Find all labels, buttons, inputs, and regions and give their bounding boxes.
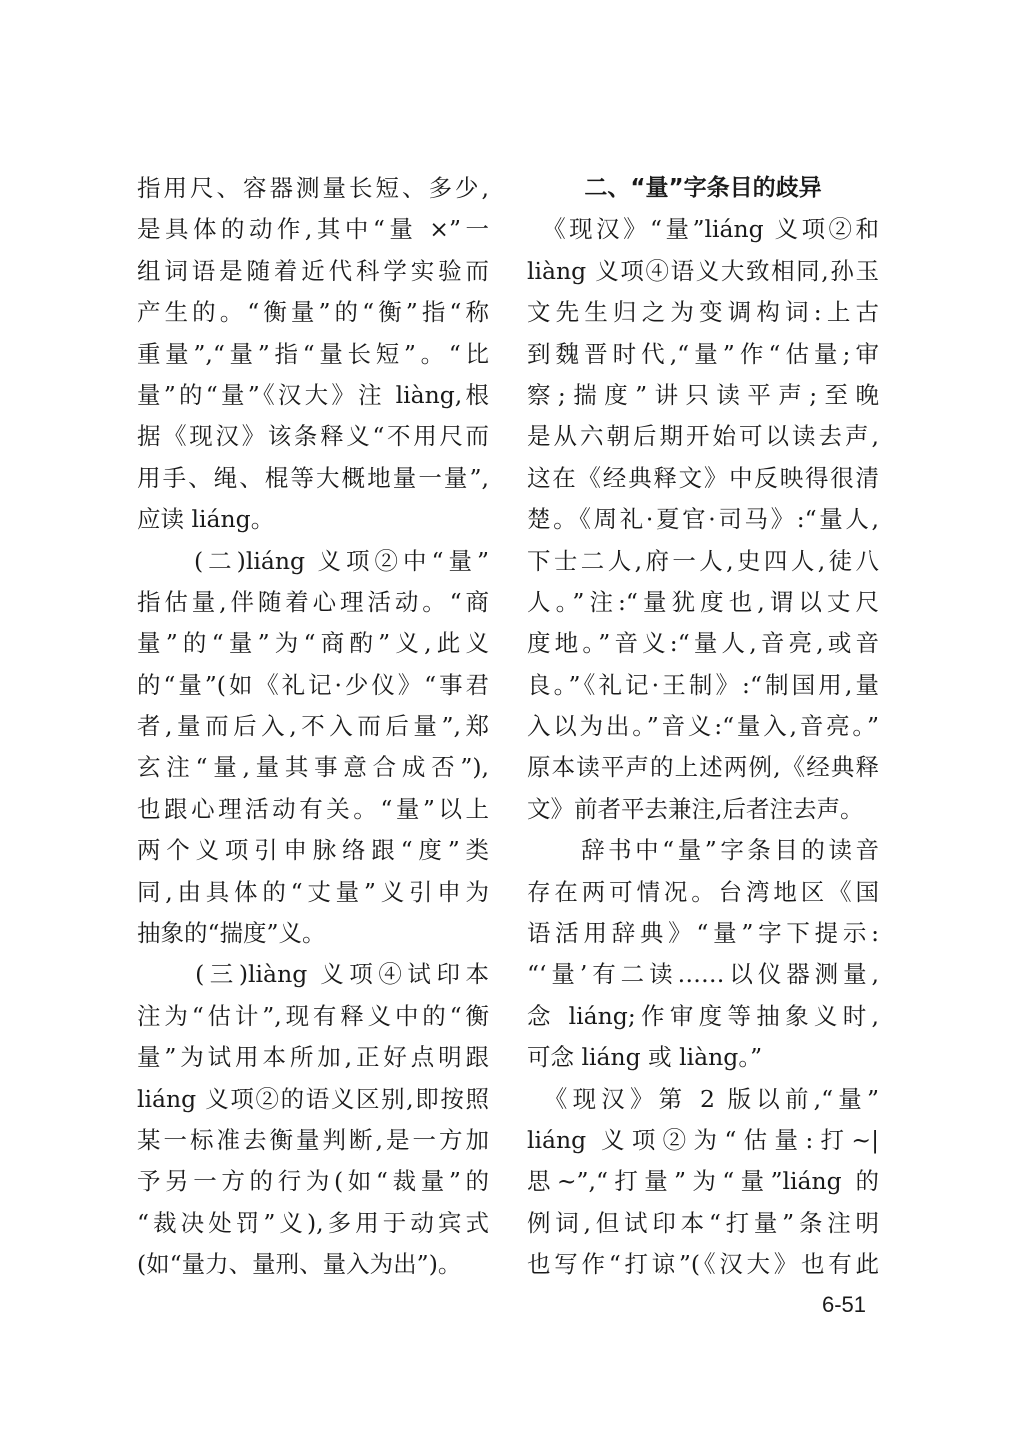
text-line: 可念 liáng 或 liàng。”: [527, 1043, 763, 1072]
text-line: 入以为出。”音义:“量入,音亮。”: [527, 712, 879, 741]
text-line: 应读 liáng。: [137, 505, 275, 534]
text-line: 例词,但试印本“打量”条注明: [527, 1208, 879, 1237]
text-line: 存在两可情况。台湾地区《国: [527, 877, 879, 906]
text-line: 重量”,“量”指“量长短”。“比: [137, 339, 489, 368]
text-line: 也跟心理活动有关。“量”以上: [137, 794, 489, 823]
text-line: 辞书中“量”字条目的读音: [527, 836, 879, 865]
text-line: 原本读平声的上述两例,《经典释: [527, 753, 879, 782]
text-line: 玄注“量,量其事意合成否”),: [137, 753, 489, 782]
text-line: (如“量力、量刑、量入为出”)。: [137, 1250, 462, 1279]
text-line: 量”为试用本所加,正好点明跟: [137, 1043, 489, 1072]
text-line: 良。”《礼记·王制》:“制国用,量: [527, 670, 879, 699]
text-line: liáng 义项②的语义区别,即按照: [137, 1084, 489, 1113]
text-line: 指用尺、容器测量长短、多少,: [137, 174, 489, 202]
text-line: 的“量”(如《礼记·少仪》“事君: [137, 670, 489, 699]
section-heading: 二、“量”字条目的歧异: [584, 175, 822, 201]
text-line: “‘量’有二读……以仪器测量,: [527, 960, 879, 989]
text-line: 据《现汉》该条释义“不用尺而: [137, 422, 489, 451]
text-line: (三)liàng 义项④试印本: [137, 960, 489, 989]
text-line: 文先生归之为变调构词:上古: [527, 298, 879, 327]
text-line: liáng 义项②为“估量:打~|: [527, 1125, 879, 1154]
text-line: 察;揣度”讲只读平声;至晚: [527, 380, 879, 409]
text-line: 也写作“打谅”(《汉大》也有此: [527, 1250, 879, 1279]
text-line: 用手、绳、棍等大概地量一量”,: [137, 463, 489, 492]
text-line: 人。”注:“量犹度也,谓以丈尺: [527, 587, 879, 616]
text-line: liàng 义项④语义大致相同,孙玉: [527, 256, 879, 285]
text-line: 是从六朝后期开始可以读去声,: [527, 422, 879, 451]
text-line: 组词语是随着近代科学实验而: [137, 256, 489, 285]
text-line: “裁决处罚”义),多用于动宾式: [137, 1208, 489, 1237]
text-line: 思~”,“打量”为“量”liáng 的: [527, 1167, 879, 1196]
left-column: [137, 168, 489, 1286]
text-line: 到魏晋时代,“量”作“估量;审: [527, 339, 879, 368]
text-line: 同,由具体的“丈量”义引申为: [137, 877, 489, 906]
text-line: 予另一方的行为(如“裁量”的: [137, 1167, 489, 1196]
page-number: 6-51: [822, 1292, 867, 1317]
text-line: 念 liáng;作审度等抽象义时,: [527, 1001, 879, 1030]
text-line: 抽象的“揣度”义。: [137, 919, 326, 948]
text-line: 度地。”音义:“量人,音亮,或音: [527, 629, 879, 658]
text-line: 两个义项引申脉络跟“度”类: [137, 836, 489, 865]
text-line: 某一标准去衡量判断,是一方加: [137, 1125, 489, 1154]
text-line: 产生的。“衡量”的“衡”指“称: [137, 298, 489, 327]
text-line: 语活用辞典》“量”字下提示:: [527, 919, 879, 948]
text-line: 这在《经典释文》中反映得很清: [527, 463, 879, 492]
text-line: 指估量,伴随着心理活动。“商: [137, 587, 489, 616]
text-line: 《现汉》“量”liáng 义项②和: [527, 215, 879, 244]
text-line: 下士二人,府一人,史四人,徒八: [527, 546, 879, 575]
text-line: 量”的“量”为“商酌”义,此义: [137, 629, 489, 658]
text-line: 文》前者平去兼注,后者注去声。: [527, 794, 864, 823]
text-line: 者,量而后入,不入而后量”,郑: [137, 712, 489, 741]
text-line: 楚。《周礼·夏官·司马》:“量人,: [527, 505, 879, 534]
text-line: 是具体的动作,其中“量 ×”一: [137, 215, 489, 244]
right-column: [527, 168, 879, 1286]
text-line: 量”的“量”《汉大》注 liàng,根: [137, 380, 489, 409]
text-line: 注为“估计”,现有释义中的“衡: [137, 1001, 489, 1030]
text-line: 《现汉》第 2 版以前,“量”: [527, 1084, 879, 1113]
text-line: (二)liáng 义项②中“量”: [137, 546, 489, 575]
